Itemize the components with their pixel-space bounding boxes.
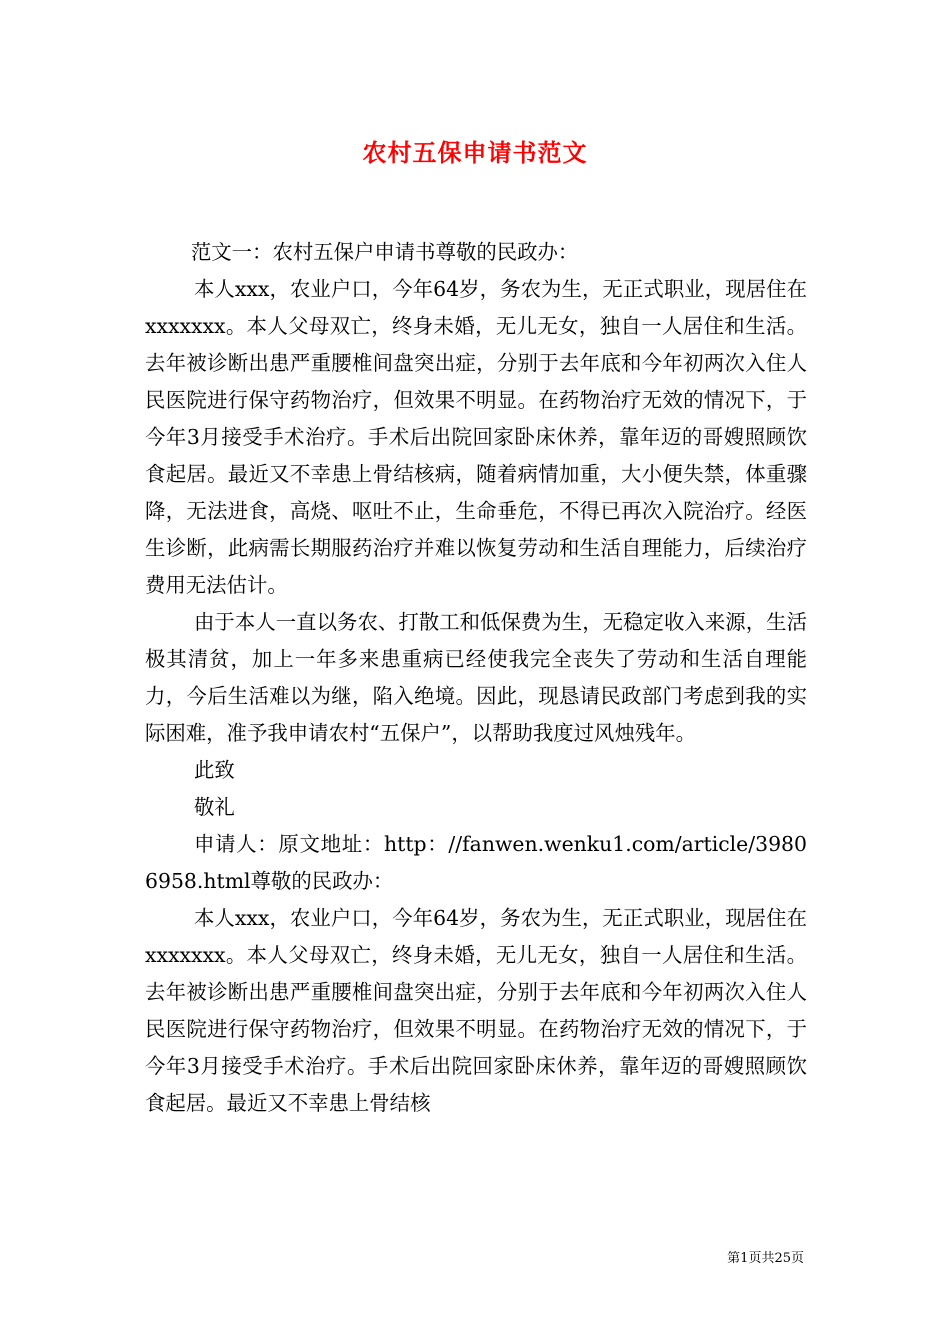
closing-line-1: 此致	[193, 758, 235, 782]
document-title: 农村五保申请书范文	[362, 138, 588, 167]
paragraph-1: 本人xxx，农业户口，今年64岁，务农为生，无正式职业，现居住在xxxxxxx。本人父母双亡，终身未婚，无儿无女，独自一人居住和生活。去年被诊断出患严重腰椎间盘突出症，分别于去年底和今年初两次入住人民医院进行保守药物治疗，但效果不明显。在药物治疗无效的情况下，于今年3月接受手术治疗。手术后出院回家卧床休养，靠年迈的哥嫂照顾饮食起居。最近又不幸患上骨结核病，随着病情加重，大小便失禁，体重骤降，无法进食，高烧、呕吐不止，生命垂危，不得已再次入院治疗。经医生诊断，此病需长期服药治疗并难以恢复劳动和生活自理能力，后续治疗费用无法估计。	[145, 277, 807, 597]
paragraph-3: 本人xxx，农业户口，今年64岁，务农为生，无正式职业，现居住在xxxxxxx。本人父母双亡，终身未婚，无儿无女，独自一人居住和生活。去年被诊断出患严重腰椎间盘突出症，分别于去年底和今年初两次入住人民医院进行保守药物治疗，但效果不明显。在药物治疗无效的情况下，于今年3月接受手术治疗。手术后出院回家卧床休养，靠年迈的哥嫂照顾饮食起居。最近又不幸患上骨结核	[145, 906, 807, 1115]
intro-line: 范文一：农村五保户申请书尊敬的民政办：	[190, 240, 579, 264]
closing-line-2: 敬礼	[193, 795, 235, 819]
paragraph-2: 由于本人一直以务农、打散工和低保费为生，无稳定收入来源，生活极其清贫，加上一年多来患重病已经使我完全丧失了劳动和生活自理能力，今后生活难以为继，陷入绝境。因此，现恳请民政部门考虑到我的实际困难，准予我申请农村“五保户”，以帮助我度过风烛残年。	[145, 610, 807, 745]
applicant-line: 申请人：原文地址：http：//fanwen.wenku1.com/article/39806958.html尊敬的民政办：	[145, 832, 807, 893]
document-body	[145, 234, 807, 1122]
page-number-footer: 第1页共25页	[727, 1251, 804, 1266]
